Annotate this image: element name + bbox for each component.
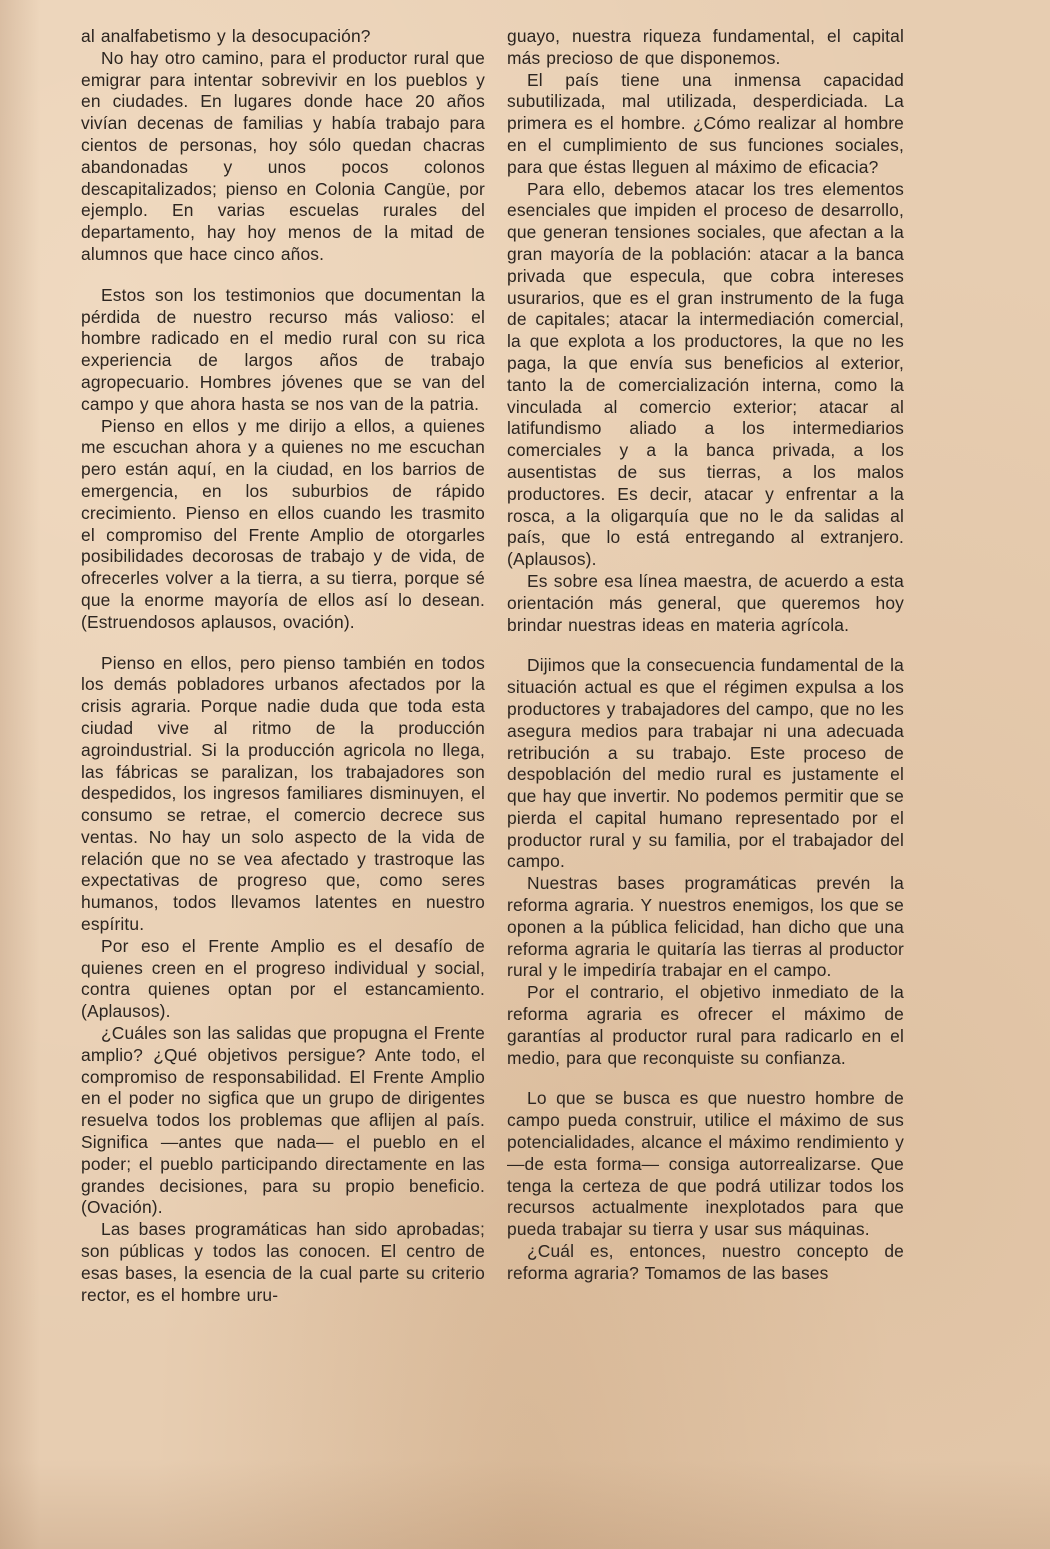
paragraph: Dijimos que la consecuencia fundamental de la situación actual es que el régimen expulsa a los productores y trabajadores del campo, que no les asegura medios para trabajar ni una adecuada retribución a su trabajo. Este proceso de despoblación del medio rural es justamente el que hay que invertir. No podemos permitir que se pierda el capital humano representado por el productor rural y su familia, por el trabajador del campo. <box>507 655 904 872</box>
paragraph: Pienso en ellos, pero pienso también en todos los demás pobladores urbanos afectados por la crisis agraria. Porque nadie duda que toda esta ciudad vive al ritmo de la producción agroindustrial. Si la producción agricola no llega, las fábricas se paralizan, los trabajadores son despedidos, los ingresos familiares disminuyen, el consumo se retrae, el comercio decrece sus ventas. No hay un solo aspecto de la vida de relación que no se vea afectado y trastroque las expectativas de progreso que, como seres humanos, todos llevamos latentes en nuestro espíritu. <box>81 652 485 935</box>
paragraph: Para ello, debemos atacar los tres elementos esenciales que impiden el proceso de desarrollo, que generan tensiones sociales, que afectan a la gran mayoría de la población: atacar a la banca privada que especula, que cobra intereses usurarios, que es el gran instrumento de la fuga de capitales; atacar la intermediación comercial, la que explota a los productores, la que no les paga, la que envía sus beneficios al exterior, tanto la de comercialización interna, como la vinculada al comercio exterior; atacar al latifundismo aliado a los intermediarios comerciales y a la banca privada, a los ausentistas de sus tierras, a los malos productores. Es decir, atacar y enfrentar a la rosca, a la oligarquía que no le da salidas al país, que lo está entregando al extranjero. (Aplausos). <box>507 178 904 570</box>
paragraph: Estos son los testimonios que documentan la pérdida de nuestro recurso más valioso: el hombre radicado en el medio rural con su rica experiencia de largos años de trabajo agropecuario. Hombres jóvenes que se van del campo y que ahora hasta se nos van de la patria. <box>81 284 485 414</box>
left-text-column <box>81 26 485 1306</box>
paragraph: No hay otro camino, para el productor rural que emigrar para intentar sobrevivir en los pueblos y en ciudades. En lugares donde hace 20 años vivían decenas de familias y había trabajo para cientos de personas, hoy sólo quedan chacras abandonadas y unos pocos colonos descapitalizados; pienso en Colonia Cangüe, por ejemplo. En varias escuelas rurales del departamento, hay hoy menos de la mitad de alumnos que hace cinco años. <box>81 47 485 264</box>
paragraph: El país tiene una inmensa capacidad subutilizada, mal utilizada, desperdiciada. La primera es el hombre. ¿Cómo realizar al hombre en el cumplimiento de sus funciones sociales, para que éstas lleguen al máximo de eficacia? <box>507 69 904 177</box>
paragraph: Las bases programáticas han sido aprobadas; son públicas y todos las conocen. El centro de esas bases, la esencia de la cual parte su criterio rector, es el hombre uru- <box>81 1219 485 1305</box>
paper-edge-shading <box>0 0 40 1549</box>
paragraph: Lo que se busca es que nuestro hombre de campo pueda construir, utilice el máximo de sus potencialidades, alcance el máximo rendimiento y —de esta forma— consiga autorrealizarse. Que tenga la certeza de que podrá utilizar todos los recursos actualmente inexplotados para que pueda trabajar su tierra y usar sus máquinas. <box>507 1088 904 1240</box>
paragraph: ¿Cuál es, entonces, nuestro concepto de reforma agraria? Tomamos de las bases <box>507 1241 904 1283</box>
paragraph: Por eso el Frente Amplio es el desafío de quienes creen en el progreso individual y social, contra quienes optan por el estancamiento. (Aplausos). <box>81 935 485 1022</box>
paragraph: Pienso en ellos y me dirijo a ellos, a quienes me escuchan ahora y a quienes no me escuchan pero están aquí, en la ciudad, en los barrios de emergencia, en los suburbios de rápido crecimiento. Pienso en ellos cuando les trasmito el compromiso del Frente Amplio de otorgarles posibilidades decorosas de trabajo y de vida, de ofrecerles volver a la tierra, a su tierra, porque sé que la enorme mayoría de ellos así lo desean. (Estruendosos aplausos, ovación). <box>81 415 485 632</box>
paragraph: Por el contrario, el objetivo inmediato de la reforma agraria es ofrecer el máximo de garantías al productor rural para radicarlo en el medio, para que reconquiste su confianza. <box>507 982 904 1068</box>
right-text-column <box>507 26 904 1285</box>
paper-bottom-shading <box>0 1459 1050 1549</box>
paragraph: al analfabetismo y la desocupación? <box>81 26 371 46</box>
paragraph: guayo, nuestra riqueza fundamental, el capital más precioso de que disponemos. <box>507 26 904 68</box>
paragraph: Es sobre esa línea maestra, de acuerdo a esta orientación más general, que queremos hoy brindar nuestras ideas en materia agrícola. <box>507 570 904 635</box>
paragraph: Nuestras bases programáticas prevén la reforma agraria. Y nuestros enemigos, los que se oponen a la pública felicidad, han dicho que una reforma agraria le quitaría las tierras al productor rural y le impediría trabajar en el campo. <box>507 873 904 981</box>
paragraph: ¿Cuáles son las salidas que propugna el Frente amplio? ¿Qué objetivos persigue? Ante todo, el compromiso de responsabilidad. El Frente Amplio en el poder no sigfica que un grupo de dirigentes resuelva todos los problemas que aflijen al país. Significa —antes que nada— el pueblo en el poder; el pueblo participando directamente en las grandes decisiones, para su propio beneficio. (Ovación). <box>81 1023 485 1218</box>
